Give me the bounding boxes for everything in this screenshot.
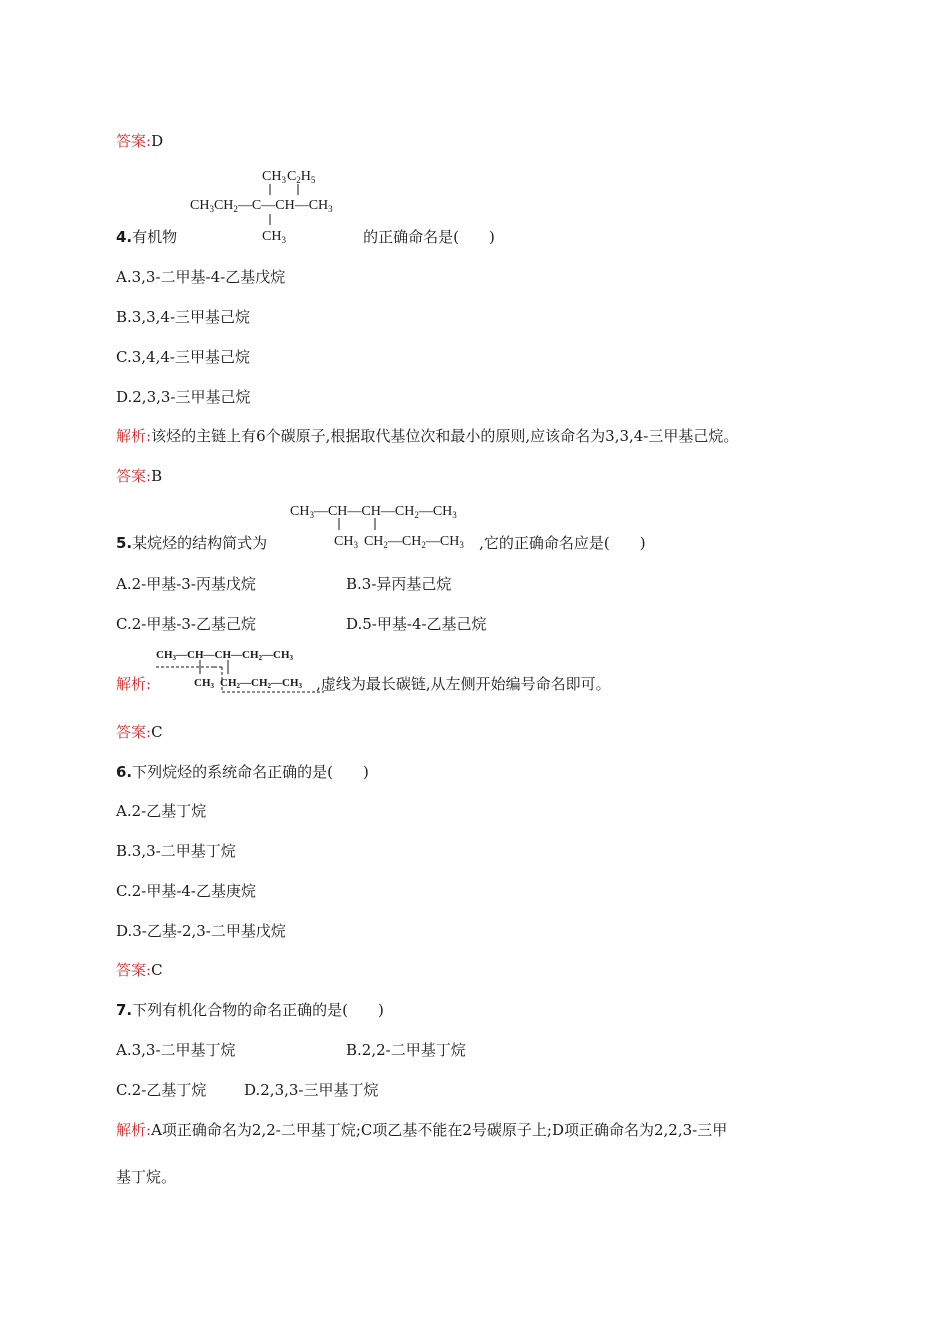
q5-option-d: D.5-甲基-4-乙基己烷 bbox=[346, 615, 487, 633]
answer-value: C bbox=[151, 961, 163, 979]
q6-option-d: D.3-乙基-2,3-二甲基戊烷 bbox=[116, 922, 286, 940]
q4-option-d: D.2,3,3-三甲基己烷 bbox=[116, 388, 251, 406]
question-number: 7. bbox=[116, 1001, 133, 1019]
svg-text:CH3CH2—CH2—CH3: CH3 CH2—CH2—CH3 bbox=[194, 677, 302, 690]
q5-analysis bbox=[116, 674, 611, 694]
q5-option-c: C.2-甲基-3-乙基己烷 bbox=[116, 615, 257, 633]
answer-label: 答案: bbox=[116, 961, 152, 979]
q6-option-a: A.2-乙基丁烷 bbox=[116, 802, 207, 820]
q7-analysis bbox=[116, 1120, 727, 1140]
answer-value: D bbox=[151, 132, 164, 150]
q5-option-a: A.2-甲基-3-丙基戊烷 bbox=[116, 575, 256, 593]
stem-pre: 某烷烃的结构简式为 bbox=[132, 534, 268, 552]
q7-stem bbox=[116, 1000, 384, 1020]
answer-label: 答案: bbox=[116, 467, 152, 485]
q7-option-d: D.2,3,3-三甲基丁烷 bbox=[244, 1081, 379, 1099]
q5-answer bbox=[116, 722, 163, 742]
svg-text:CH3—CH—CH—CH2—CH3: $CH_3—CH—CH—CH_2—CH_3$ bbox=[290, 504, 457, 520]
svg-text:CH3: $CH_3$ bbox=[262, 229, 286, 244]
svg-text:CH3C2H5: $CH_3C_2H_5$ bbox=[262, 169, 316, 185]
analysis-label: 解析: bbox=[116, 675, 152, 693]
answer-value: C bbox=[151, 723, 163, 741]
q7-analysis-line2: 基丁烷。 bbox=[116, 1168, 177, 1186]
analysis-text-line1: A项正确命名为2,2-二甲基丁烷;C项乙基不能在2号碳原子上;D项正确命名为2,2,3-三甲 bbox=[151, 1121, 728, 1139]
stem-post: ,它的正确命名应是( ) bbox=[479, 534, 646, 552]
answer-value: B bbox=[151, 467, 163, 485]
q4-answer bbox=[116, 466, 162, 486]
q5-stem bbox=[116, 533, 646, 553]
analysis-text: ,虚线为最长碳链,从左侧开始编号命名即可。 bbox=[316, 675, 611, 693]
q3-answer bbox=[116, 131, 163, 151]
q4-option-b: B.3,3,4-三甲基己烷 bbox=[116, 308, 251, 326]
q6-option-c: C.2-甲基-4-乙基庚烷 bbox=[116, 882, 257, 900]
q4-stem bbox=[116, 227, 495, 247]
q7-option-b: B.2,2-二甲基丁烷 bbox=[346, 1041, 466, 1059]
answer-label: 答案: bbox=[116, 723, 152, 741]
analysis-text: 该烃的主链上有6个碳原子,根据取代基位次和最小的原则,应该命名为3,3,4-三甲基己烷。 bbox=[151, 427, 739, 445]
stem-pre: 有机物 bbox=[132, 228, 178, 246]
question-number: 6. bbox=[116, 763, 133, 781]
stem-text: 下列有机化合物的命名正确的是( ) bbox=[132, 1001, 384, 1019]
q7-option-a: A.3,3-二甲基丁烷 bbox=[116, 1041, 236, 1059]
q7-option-c: C.2-乙基丁烷 bbox=[116, 1081, 207, 1099]
q5-option-b: B.3-异丙基己烷 bbox=[346, 575, 452, 593]
q6-option-b: B.3,3-二甲基丁烷 bbox=[116, 842, 236, 860]
question-number: 5. bbox=[116, 534, 133, 552]
stem-post: 的正确命名是( ) bbox=[363, 228, 495, 246]
q6-answer bbox=[116, 960, 163, 980]
svg-text:CH3CH2—CH2—CH3: $CH_3$ $CH_2—CH_2—CH_3$ bbox=[334, 534, 464, 550]
stem-text: 下列烷烃的系统命名正确的是( ) bbox=[132, 763, 369, 781]
q4-option-c: C.3,4,4-三甲基己烷 bbox=[116, 348, 250, 366]
answer-label: 答案: bbox=[116, 132, 152, 150]
q4-analysis bbox=[116, 426, 738, 446]
q6-stem bbox=[116, 762, 369, 782]
svg-text:CH3—CH—CH—CH2—CH3: CH3—CH—CH—CH2—CH3 bbox=[156, 649, 293, 662]
q4-option-a: A.3,3-二甲基-4-乙基戊烷 bbox=[116, 268, 286, 286]
analysis-label: 解析: bbox=[116, 1121, 152, 1139]
question-number: 4. bbox=[116, 228, 133, 246]
analysis-label: 解析: bbox=[116, 427, 152, 445]
svg-text:CH3CH2—C—CH—CH3: $CH_3CH_2—C—CH—CH_3$ bbox=[190, 198, 333, 214]
